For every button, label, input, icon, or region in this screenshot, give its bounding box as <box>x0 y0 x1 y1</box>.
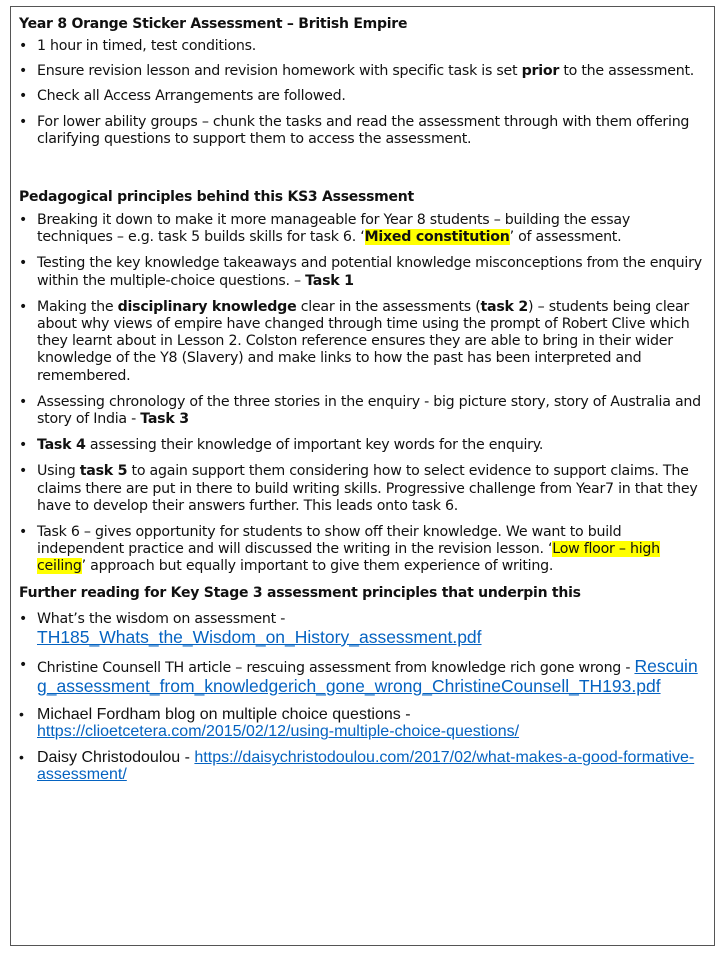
list-item: • Michael Fordham blog on multiple choice questions - https://clioetcetera.com/2015/02/12/using-multiple-choice-questions/ <box>19 706 707 740</box>
list-item: • Ensure revision lesson and revision homework with specific task is set prior to the assessment. <box>19 63 707 80</box>
list-item: • Check all Access Arrangements are followed. <box>19 88 707 105</box>
list-item: • For lower ability groups – chunk the tasks and read the assessment through with them offering clarifying questions to support them to access the assessment. <box>19 114 707 148</box>
link-formative-assessment[interactable]: https://daisychristodoulou.com/2017/02/what-makes-a-good-formative-assessment/ <box>37 749 695 784</box>
link-multiple-choice-blog[interactable]: https://clioetcetera.com/2015/02/12/using-multiple-choice-questions/ <box>37 723 520 741</box>
list-item: • What’s the wisdom on assessment - TH185_Whats_the_Wisdom_on_History_assessment.pdf <box>19 611 707 648</box>
further-reading-list <box>19 611 707 784</box>
list-item: • Breaking it down to make it more manageable for Year 8 students – building the essay techniques – e.g. task 5 builds skills for task 6. ‘Mixed constitution’ of assessment. <box>19 212 707 246</box>
pedagogical-principles-list <box>19 212 707 576</box>
link-wisdom-on-assessment[interactable]: TH185_Whats_the_Wisdom_on_History_assessment.pdf <box>37 626 482 647</box>
list-item: • Task 6 – gives opportunity for students to show off their knowledge. We want to build independent practice and will discussed the writing in the revision lesson. ‘Low floor – high ceiling’ approach but equally important to give them experience of writing. <box>19 524 707 576</box>
list-item: • Christine Counsell TH article – rescuing assessment from knowledge rich gone wrong - Rescuing_assessment_from_knowledgerich_gone_wrong_ChristineCounsell_TH193.pdf <box>19 657 707 697</box>
heading-pedagogical-principles: Pedagogical principles behind this KS3 Assessment <box>19 189 414 206</box>
assessment-logistics-list <box>19 38 707 148</box>
highlight-low-floor: Low floor – high ceiling <box>37 541 660 575</box>
list-item: • 1 hour in timed, test conditions. <box>19 38 707 55</box>
list-item: • Making the disciplinary knowledge clear in the assessments (task 2) – students being clear about why views of empire have changed through time using the prompt of Robert Clive which they learnt about in Lesson 2. Colston reference ensures they are able to bring in their wider knowledge of the Y8 (Slavery) and make links to how the past has been interpreted and remembered. <box>19 299 707 385</box>
list-item: • Testing the key knowledge takeaways and potential knowledge misconceptions from the enquiry within the multiple-choice questions. – Task 1 <box>19 255 707 289</box>
heading-further-reading: Further reading for Key Stage 3 assessment principles that underpin this <box>19 584 581 601</box>
list-item: • Using task 5 to again support them considering how to select evidence to support claims. The claims there are put in there to build writing skills. Progressive challenge from Year7 in that they have to develop their answers further. This leads onto task 6. <box>19 463 707 515</box>
document-frame <box>10 6 715 946</box>
list-item: • Assessing chronology of the three stories in the enquiry - big picture story, story of Australia and story of India - Task 3 <box>19 394 707 428</box>
list-item: • Daisy Christodoulou - https://daisychristodoulou.com/2017/02/what-makes-a-good-formative-assessment/ <box>19 749 707 783</box>
highlight-mixed-constitution: Mixed constitution <box>364 229 510 246</box>
link-rescuing-assessment[interactable]: Rescuing_assessment_from_knowledgerich_gone_wrong_ChristineCounsell_TH193.pdf <box>37 656 698 697</box>
list-item: • Task 4 assessing their knowledge of important key words for the enquiry. <box>19 437 707 454</box>
heading-year8-assessment: Year 8 Orange Sticker Assessment – British Empire <box>19 16 408 32</box>
document-content <box>19 15 707 783</box>
